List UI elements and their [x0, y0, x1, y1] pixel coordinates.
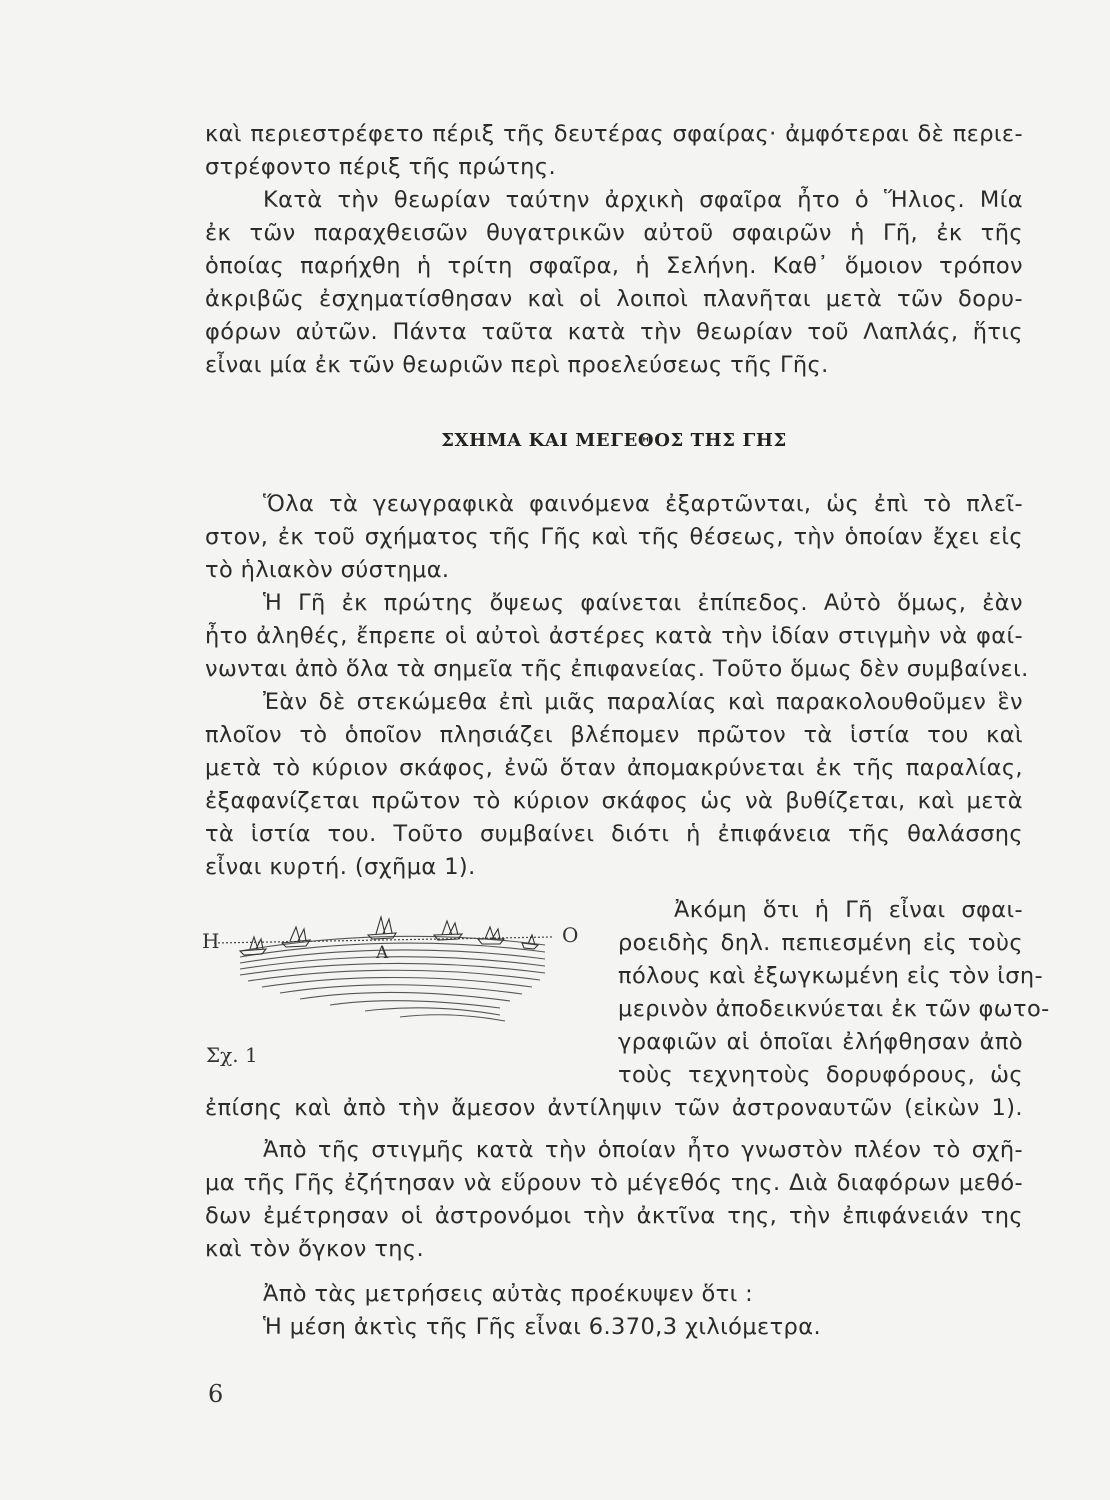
- paragraph-continuation: [205, 118, 1023, 184]
- text-line: φόρων αὐτῶν. Πάντα ταῦτα κατὰ τὴν θεωρίαν τοῦ Λαπλάς, ἥτις: [205, 319, 1023, 345]
- text-line: στρέφοντο πέριξ τῆς πρώτης.: [205, 154, 556, 180]
- paragraph-ship-observation: [205, 686, 1023, 884]
- text-line: μα τῆς Γῆς ἐζήτησαν νὰ εὕρουν τὸ μέγεθός της. Διὰ διαφόρων μεθό-: [205, 1170, 1023, 1196]
- text-line: πλοῖον τὸ ὁποῖον πλησιάζει βλέπομεν πρῶτον τὰ ἱστία του καὶ: [205, 722, 1023, 748]
- paragraph-earth-size: [205, 1134, 1023, 1266]
- text-line: ἀκριβῶς ἐσχηματίσθησαν καὶ οἱ λοιποὶ πλανῆται μετὰ τῶν δορυ-: [205, 286, 1023, 312]
- text-line: τὰ ἱστία του. Τοῦτο συμβαίνει διότι ἡ ἐπιφάνεια τῆς θαλάσσης: [205, 821, 1023, 847]
- text-line: μερινὸν ἀποδεικνύεται ἐκ τῶν φωτο-: [618, 996, 1050, 1022]
- text-line: Ἀπὸ τῆς στιγμῆς κατὰ τὴν ὁποίαν ἦτο γνωστὸν πλέον τὸ σχῆ-: [263, 1137, 1023, 1163]
- text-line: ἦτο ἀληθές, ἔπρεπε οἱ αὐτοὶ ἀστέρες κατὰ τὴν ἰδίαν στιγμὴν νὰ φαί-: [205, 623, 1023, 649]
- figure-label-right: Ο: [562, 923, 579, 947]
- paragraph-mean-radius: [205, 1311, 1023, 1344]
- text-line: ροειδὴς δηλ. πεπιεσμένη εἰς τοὺς: [618, 930, 1023, 956]
- paragraph-laplace-theory: [205, 184, 1023, 382]
- paragraph-geographic-phenomena: [205, 488, 1023, 587]
- text-line: Ἀκόμη ὅτι ἡ Γῆ εἶναι σφαι-: [674, 897, 1023, 923]
- text-line: πόλους καὶ ἐξωγκωμένη εἰς τὸν ἰση-: [618, 963, 1044, 989]
- text-line: Ὅλα τὰ γεωγραφικὰ φαινόμενα ἐξαρτῶνται, ὡς ἐπὶ τὸ πλεῖ-: [263, 491, 1023, 517]
- text-line: Ἡ μέση ἀκτὶς τῆς Γῆς εἶναι 6.370,3 χιλιόμετρα.: [263, 1314, 821, 1340]
- text-line: καὶ τὸν ὄγκον της.: [205, 1236, 425, 1262]
- text-line: ὁποίας παρήχθη ἡ τρίτη σφαῖρα, ἡ Σελήνη. Καθ᾽ ὅμοιον τρόπον: [205, 253, 1023, 279]
- ships-curvature-illustration: [200, 905, 610, 1080]
- paragraph-earth-appears-flat: [205, 587, 1029, 686]
- text-line: γραφιῶν αἱ ὁποῖαι ἐλήφθησαν ἀπὸ: [618, 1029, 1023, 1055]
- text-line: στον, ἐκ τοῦ σχήματος τῆς Γῆς καὶ τῆς θέσεως, τὴν ὁποίαν ἔχει εἰς: [205, 524, 1023, 550]
- text-line: ἐξαφανίζεται πρῶτον τὸ κύριον σκάφος ὡς νὰ βυθίζεται, καὶ μετὰ: [205, 788, 1023, 814]
- text-line: Ἐὰν δὲ στεκώμεθα ἐπὶ μιᾶς παραλίας καὶ παρακολουθοῦμεν ἓν: [263, 689, 1023, 715]
- text-line: τοὺς τεχνητοὺς δορυφόρους, ὡς: [618, 1062, 1023, 1088]
- figure-ships-curvature: [200, 905, 610, 1080]
- text-line: ἐπίσης καὶ ἀπὸ τὴν ἄμεσον ἀντίληψιν τῶν ἀστροναυτῶν (εἰκὼν 1).: [205, 1095, 1023, 1121]
- text-line: τὸ ἡλιακὸν σύστημα.: [205, 557, 450, 583]
- paragraph-spheroid-end: [205, 1092, 1023, 1125]
- text-line: νωνται ἀπὸ ὅλα τὰ σημεῖα τῆς ἐπιφανείας. Τοῦτο ὅμως δὲν συμβαίνει.: [205, 656, 1029, 682]
- text-line: Ἡ Γῆ ἐκ πρώτης ὄψεως φαίνεται ἐπίπεδος. Αὐτὸ ὅμως, ἐὰν: [263, 590, 1023, 616]
- text-line: εἶναι μία ἐκ τῶν θεωριῶν περὶ προελεύσεως τῆς Γῆς.: [205, 352, 829, 378]
- figure-label-left: Η: [202, 929, 220, 953]
- text-line: δων ἐμέτρησαν οἱ ἀστρονόμοι τὴν ἀκτῖνα της, τὴν ἐπιφάνειάν της: [205, 1203, 1023, 1229]
- text-line: Κατὰ τὴν θεωρίαν ταύτην ἀρχικὴ σφαῖρα ἦτο ὁ Ἥλιος. Μία: [263, 187, 1023, 213]
- figure-label-center: Α: [376, 943, 389, 963]
- text-line: καὶ περιεστρέφετο πέριξ τῆς δευτέρας σφαίρας· ἀμφότεραι δὲ περιε-: [205, 121, 1023, 147]
- text-line: Ἀπὸ τὰς μετρήσεις αὐτὰς προέκυψεν ὅτι :: [263, 1281, 754, 1307]
- paragraph-measurements: [205, 1278, 1023, 1311]
- text-line: ἐκ τῶν παραχθεισῶν θυγατρικῶν αὐτοῦ σφαιρῶν ἡ Γῆ, ἐκ τῆς: [205, 220, 1023, 246]
- page-number: 6: [208, 1380, 224, 1408]
- section-heading: ΣΧΗΜΑ ΚΑΙ ΜΕΓΕΘΟΣ ΤΗΣ ΓΗΣ: [441, 430, 787, 451]
- text-line: εἶναι κυρτή. (σχῆμα 1).: [205, 854, 476, 880]
- paragraph-spheroid-narrow: [618, 894, 1050, 1092]
- text-line: μετὰ τὸ κύριον σκάφος, ἐνῶ ὅταν ἀπομακρύνεται ἐκ τῆς παραλίας,: [205, 755, 1023, 781]
- figure-caption: Σχ. 1: [206, 1043, 258, 1067]
